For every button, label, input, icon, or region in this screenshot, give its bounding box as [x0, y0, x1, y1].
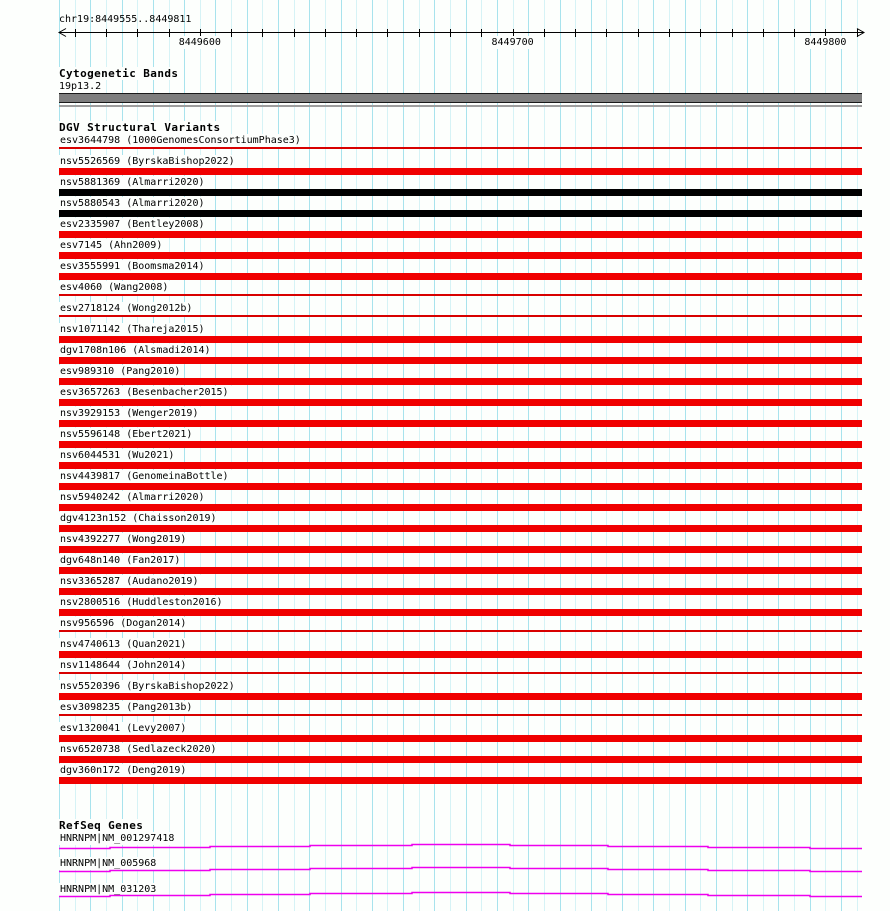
gene-transcript-line[interactable]: [59, 868, 862, 872]
ruler-tick-label: 8449600: [178, 37, 221, 48]
variant-label: nsv6520738 (Sedlazeck2020): [59, 743, 220, 756]
variant-label: esv1320041 (Levy2007): [59, 722, 189, 735]
variant-label: dgv4123n152 (Chaisson2019): [59, 512, 220, 525]
variant-label: esv989310 (Pang2010): [59, 365, 183, 378]
gene-transcript-line[interactable]: [59, 893, 862, 897]
variant-label: dgv360n172 (Deng2019): [59, 764, 189, 777]
variant-label: esv2335907 (Bentley2008): [59, 218, 208, 231]
variant-label: nsv5526569 (ByrskaBishop2022): [59, 155, 238, 168]
variant-label: nsv4392277 (Wong2019): [59, 533, 189, 546]
ruler-tick-label: 8449700: [491, 37, 534, 48]
dgv-structural-variants-header: DGV Structural Variants: [59, 121, 224, 134]
gene-label: HNRNPM|NM_031203: [59, 883, 159, 896]
variant-label: nsv3365287 (Audano2019): [59, 575, 201, 588]
variant-label: nsv956596 (Dogan2014): [59, 617, 189, 630]
variant-label: nsv5520396 (ByrskaBishop2022): [59, 680, 238, 693]
cytogenetic-band-label: 19p13.2: [59, 80, 104, 93]
variant-label: nsv1071142 (Thareja2015): [59, 323, 208, 336]
variant-label: esv2718124 (Wong2012b): [59, 302, 195, 315]
variant-label: nsv5881369 (Almarri2020): [59, 176, 208, 189]
variant-label: nsv3929153 (Wenger2019): [59, 407, 201, 420]
variant-label: nsv5940242 (Almarri2020): [59, 491, 208, 504]
variant-label: nsv5596148 (Ebert2021): [59, 428, 195, 441]
variant-label: nsv6044531 (Wu2021): [59, 449, 177, 462]
variant-label: nsv4439817 (GenomeinaBottle): [59, 470, 232, 483]
variant-label: esv3644798 (1000GenomesConsortiumPhase3): [59, 134, 304, 147]
region-label: chr19:8449555..8449811: [59, 14, 192, 25]
refseq-genes-header: RefSeq Genes: [59, 819, 146, 832]
variant-label: esv7145 (Ahn2009): [59, 239, 165, 252]
variant-label: nsv1148644 (John2014): [59, 659, 189, 672]
variant-label: dgv648n140 (Fan2017): [59, 554, 183, 567]
variant-label: nsv4740613 (Quan2021): [59, 638, 189, 651]
gene-transcript-line[interactable]: [59, 845, 862, 849]
gene-label: HNRNPM|NM_001297418: [59, 832, 177, 845]
variant-label: esv3657263 (Besenbacher2015): [59, 386, 232, 399]
gene-label: HNRNPM|NM_005968: [59, 857, 159, 870]
variant-label: esv3098235 (Pang2013b): [59, 701, 195, 714]
variant-label: nsv5880543 (Almarri2020): [59, 197, 208, 210]
variant-label: esv3555991 (Boomsma2014): [59, 260, 208, 273]
variant-label: nsv2800516 (Huddleston2016): [59, 596, 226, 609]
cytogenetic-bands-header: Cytogenetic Bands: [59, 67, 181, 80]
ruler-tick-label: 8449800: [804, 37, 847, 48]
variant-label: dgv1708n106 (Alsmadi2014): [59, 344, 214, 357]
variant-label: esv4060 (Wang2008): [59, 281, 171, 294]
